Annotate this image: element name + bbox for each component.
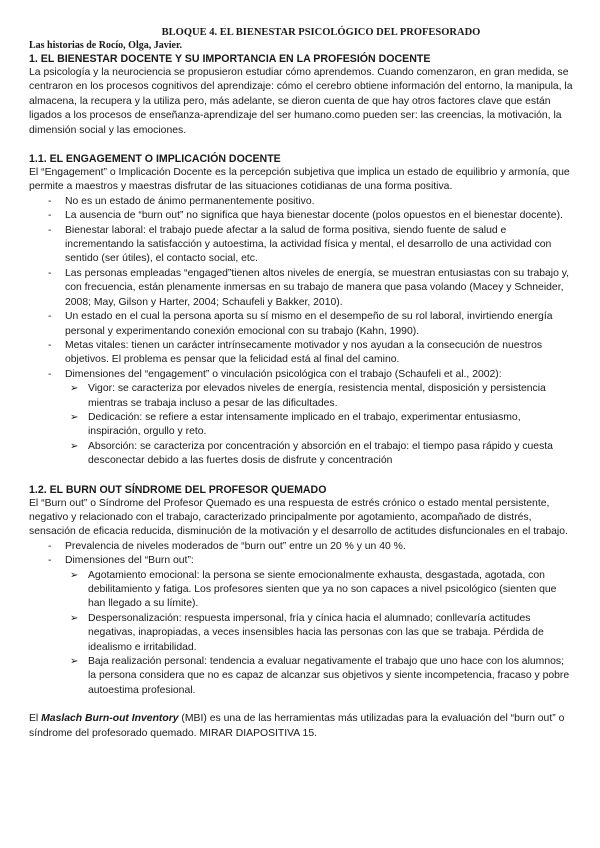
section-1-heading: 1. EL BIENESTAR DOCENTE Y SU IMPORTANCIA EN LA PROFESIÓN DOCENTE — [29, 53, 431, 65]
list-item: - Las personas empleadas “engaged”tienen altos niveles de energía, se muestran entusiastas con su trabajo y, con frecuencia, están plenamente inmersas en su trabajo de manera que pasa volando (Macey y Schneider, 2008; May, Gilson y Harter, 2004; Schaufeli y Bakker, 2010). — [29, 267, 573, 310]
arrow-bullet-icon: ➢ — [70, 612, 79, 624]
section-1-1-heading: 1.1. EL ENGAGEMENT O IMPLICACIÓN DOCENTE — [29, 153, 281, 166]
list-item: - Dimensiones del “Burn out”: — [29, 554, 573, 568]
list-item: - Metas vitales: tienen un carácter intrínsecamente motivador y nos ayudan a la consecución de nuestros objetivos. El problema es pensar que la felicidad está al final del camino. — [29, 339, 573, 368]
list-item: - Bienestar laboral: el trabajo puede afectar a la salud de forma positiva, siendo fuente de salud e incrementando la satisfacción y autoestima, la actividad física y mental, el desarrollo de una actividad con sentido (ser útiles), el contacto social, etc. — [29, 224, 573, 267]
sub-list-item: ➢ Vigor: se caracteriza por elevados niveles de energía, resistencia mental, disposición y persistencia mientras se trabaja incluso a pesar de las dificultades. — [70, 383, 546, 409]
list-item: - No es un estado de ánimo permanentemente positivo. — [29, 195, 573, 209]
arrow-bullet-icon: ➢ — [70, 411, 79, 423]
sub-list-item: ➢ Despersonalización: respuesta impersonal, fría y cínica hacia el alumnado; conllevaría actitudes negativas, inapropiadas, a veces insensibles hacia las personas con las que se trabaja. Pérdida de idealismo e irritabilidad. — [70, 612, 544, 653]
document-title: BLOQUE 4. EL BIENESTAR PSICOLÓGICO DEL PROFESORADO — [161, 27, 481, 38]
arrow-bullet-icon: ➢ — [70, 383, 79, 395]
list-item: - Prevalencia de niveles moderados de “burn out” entre un 20 % y un 40 %. — [29, 540, 573, 554]
closing-paragraph: El Maslach Burn-out Inventory (MBI) es una de las herramientas más utilizadas para la evaluación del “burn out” o síndrome del profesorado quemado. MIRAR DIAPOSITIVA 15. — [29, 713, 565, 739]
list-item: - Un estado en el cual la persona aporta su sí mismo en el desempeño de su rol laboral, invirtiendo energía personal y experimentando conexión emocional con su trabajo (Kahn, 1990). — [29, 310, 573, 339]
list-item: - Dimensiones del “engagement” o vinculación psicológica con el trabajo (Schaufeli et al., 2002): — [29, 368, 573, 382]
mbi-emphasis: Maslach Burn-out Inventory — [41, 713, 179, 725]
section-1-2-body: El “Burn out” o Síndrome del Profesor Quemado es una respuesta de estrés crónico o estado mental persistente, negativo y relacionado con el trabajo, caracterizado principalmente por agotamiento, acompañado de distrés, sensación de eficacia reducida, disminución de la motivación y el desarrollo de actitudes disfuncionales en el trabajo. — [29, 497, 568, 538]
document-subtitle: Las historias de Rocío, Olga, Javier. — [29, 40, 182, 51]
section-1-body: La psicología y la neurociencia se propusieron estudiar cómo aprendemos. Cuando comenzaron, en gran medida, se centraron en los procesos cognitivos del aprendizaje: cómo el cerebro obtiene información del entorno, la manipula, la almacena, la recupera y la utiliza pero, más adelante, se dieron cuenta de que hay otros factores clave que están ligados a los procesos de enseñanza-aprendizaje del ser humano.como pueden ser: las creencias, la motivación, la dimensión social y las emociones. — [29, 67, 573, 136]
section-1-2-heading: 1.2. EL BURN OUT SÍNDROME DEL PROFESOR QUEMADO — [29, 483, 327, 496]
arrow-bullet-icon: ➢ — [70, 656, 79, 668]
sub-list-item: ➢ Baja realización personal: tendencia a evaluar negativamente el trabajo que uno hace con los alumnos; la persona considera que no es capaz de alcanzar sus objetivos y siente incompetencia, fracaso y pobre autoestima profesional. — [70, 656, 570, 696]
sub-list-item: ➢ Absorción: se caracteriza por concentración y absorción en el trabajo: el tiempo pasa rápido y cuesta desconectar debido a las fuertes dosis de disfrute y concentración — [70, 440, 553, 467]
sub-list-item: ➢ Dedicación: se refiere a estar intensamente implicado en el trabajo, experimentar entusiasmo, inspiración, orgullo y reto. — [70, 411, 521, 438]
burnout-dimensions-list — [29, 569, 573, 699]
burnout-list — [29, 540, 573, 569]
arrow-bullet-icon: ➢ — [70, 440, 79, 452]
sub-list-item: ➢ Agotamiento emocional: la persona se siente emocionalmente exhausta, desgastada, agotada, con debilitamiento y fatiga. Los profesores sienten que ya no son capaces a nivel psicológico (sienten que han llegado a su límite). — [70, 569, 557, 610]
section-1-1-body: El “Engagement” o Implicación Docente es la percepción subjetiva que implica un estado de equilibrio y armonía, que permite a maestros y maestras disfrutar de las situaciones cotidianas de una forma positiva. — [29, 167, 570, 193]
arrow-bullet-icon: ➢ — [70, 569, 79, 581]
engagement-dimensions-list — [29, 382, 573, 468]
list-item: - La ausencia de “burn out” no significa que haya bienestar docente (polos opuestos en el bienestar docente). — [29, 209, 573, 223]
engagement-list — [29, 195, 573, 382]
